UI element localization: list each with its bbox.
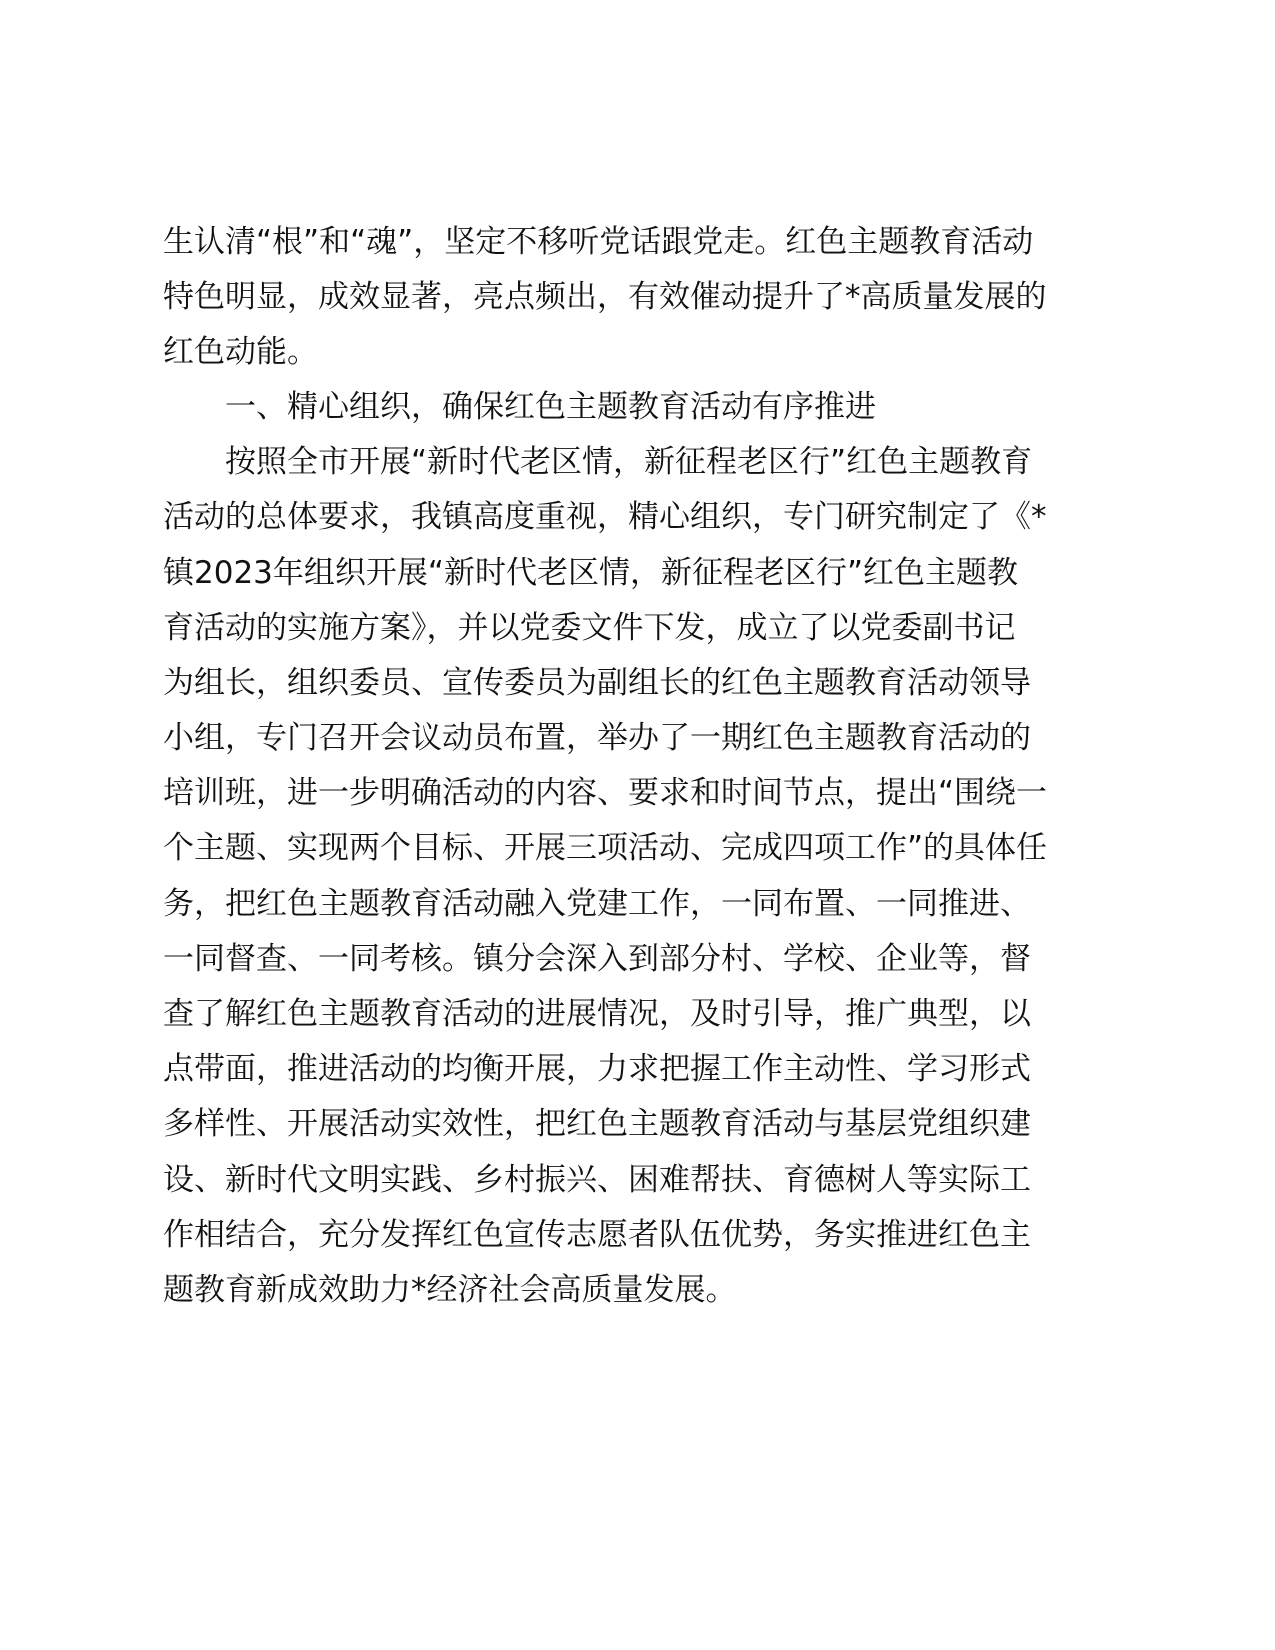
paragraph-line: 镇2023年组织开展“新时代老区情，新征程老区行”红色主题教 (163, 555, 1019, 591)
paragraph-line: 查了解红色主题教育活动的进展情况，及时引导，推广典型，以 (163, 996, 1031, 1032)
paragraph-line: 设、新时代文明实践、乡村振兴、困难帮扶、育德树人等实际工 (163, 1162, 1031, 1198)
paragraph-line: 特色明显，成效显著，亮点频出，有效催动提升了*高质量发展的 (163, 279, 1047, 315)
paragraph-line: 为组长，组织委员、宣传委员为副组长的红色主题教育活动领导 (163, 665, 1031, 701)
paragraph-line: 作相结合，充分发挥红色宣传志愿者队伍优势，务实推进红色主 (163, 1217, 1031, 1253)
paragraph-line: 培训班，进一步明确活动的内容、要求和时间节点，提出“围绕一 (163, 775, 1048, 811)
paragraph-line: 小组，专门召开会议动员布置，举办了一期红色主题教育活动的 (163, 720, 1031, 756)
paragraph-line: 个主题、实现两个目标、开展三项活动、完成四项工作”的具体任 (163, 830, 1048, 866)
paragraph-line: 题教育新成效助力*经济社会高质量发展。 (163, 1272, 737, 1308)
section-heading: 一、精心组织，确保红色主题教育活动有序推进 (225, 389, 876, 425)
paragraph-line: 一同督查、一同考核。镇分会深入到部分村、学校、企业等，督 (163, 941, 1031, 977)
paragraph-line: 点带面，推进活动的均衡开展，力求把握工作主动性、学习形式 (163, 1051, 1031, 1087)
paragraph-line: 按照全市开展“新时代老区情，新征程老区行”红色主题教育 (225, 444, 1033, 480)
paragraph-line: 生认清“根”和“魂”，坚定不移听党话跟党走。红色主题教育活动 (163, 224, 1034, 260)
paragraph-line: 多样性、开展活动实效性，把红色主题教育活动与基层党组织建 (163, 1106, 1031, 1142)
paragraph-line: 活动的总体要求，我镇高度重视，精心组织，专门研究制定了《* (163, 499, 1047, 535)
paragraph-line: 育活动的实施方案》，并以党委文件下发，成立了以党委副书记 (163, 610, 1016, 646)
paragraph-line: 务，把红色主题教育活动融入党建工作，一同布置、一同推进、 (163, 886, 1031, 922)
paragraph-line: 红色动能。 (163, 334, 318, 370)
